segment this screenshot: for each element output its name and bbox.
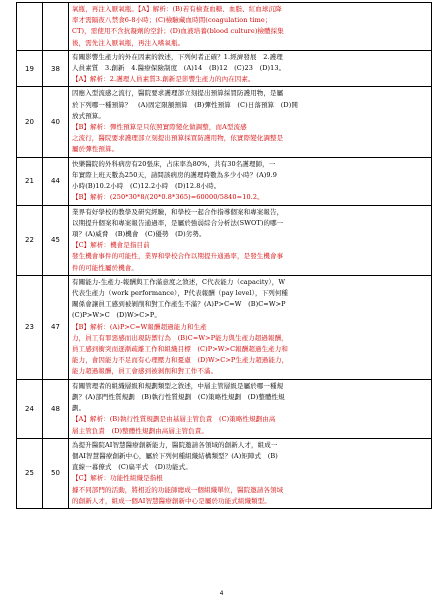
- answer-explanation: CT)，需使用不含抗凝劑的空針；(D)血液培養(blood culture)檢體採集: [72, 27, 284, 36]
- answer-explanation: 之流行，醫院要求護理部立刻提出預算採買防護用物，依實際變化調整是: [72, 134, 284, 143]
- table-row: [17, 157, 432, 205]
- question-text: 有關管理者的組織層級和規劃類型之敘述，中層主管層級是屬於哪一種規: [72, 381, 284, 390]
- row-number: 25: [17, 438, 43, 508]
- question-body: [69, 3, 432, 51]
- row-number: 22: [17, 205, 43, 275]
- answer-explanation: 【A】解析：2.護理人員素質3.創新是影響生產力的內在因素。: [72, 75, 255, 84]
- answer-explanation: 氧瓶，再注入厭氧瓶。【A】解析：(B)若有檢查血糖、血脂、紅血球沉降: [72, 5, 282, 13]
- row-number: 19: [17, 50, 43, 87]
- question-text: 有關影響生產力的外在因素的敘述，下列何者正確？1.經濟發展 2.護理: [72, 52, 283, 61]
- answer-explanation: 【B】解析：(A)P>C=W報酬超過能力和生產: [72, 322, 207, 331]
- question-body: [69, 379, 432, 438]
- question-text: 因應入型流感之流行，醫院要求護理部立刻提出預算採買防護用物，是屬: [72, 89, 284, 98]
- question-body: [69, 87, 432, 157]
- table-row: [17, 205, 432, 275]
- question-text: (C)P>W>C (D)W>C>P。: [72, 311, 161, 320]
- question-id: 40: [43, 87, 69, 157]
- question-text: 關係會讓員工感到被剝削和對工作產生不滿？(A)P>C=W (B)C=W>P: [72, 300, 286, 309]
- answer-explanation: 【C】解析：機會是指目前: [72, 241, 150, 250]
- question-id: 50: [43, 438, 69, 508]
- table-row: [17, 379, 432, 438]
- question-body: [69, 157, 432, 205]
- answer-explanation: 後，需先注入厭氧瓶，再注入嗜氧瓶。: [72, 38, 185, 47]
- question-body: [69, 205, 432, 275]
- question-id: 47: [43, 275, 69, 379]
- question-text: 業界有好學校的教學及研究經驗，和學校一起合作指導個案和專案報告，: [72, 207, 284, 216]
- answer-explanation: 件的可能性屬於機會。: [72, 263, 138, 272]
- table-row: [17, 3, 432, 51]
- answer-explanation: 【B】解析：彈性預算是只依照實際變化做調整，而A型流感: [72, 123, 247, 132]
- page-number: 4: [219, 590, 224, 597]
- question-text: 以期提升個案和專案報告通過率，是屬於強弱綜合分析法(SWOT)的哪一: [72, 218, 284, 227]
- table-body: [17, 3, 432, 509]
- question-id: 48: [43, 379, 69, 438]
- row-number: [17, 3, 43, 51]
- table-row: [17, 87, 432, 157]
- answer-explanation: 【B】解析：(250*30*8/(20*0.8*365)=60000/5840=10.2。: [72, 193, 264, 202]
- table-row: [17, 275, 432, 379]
- answer-explanation: 【A】解析：(B)執行性質規劃是由基層主管負責 (C)策略性規劃由高: [72, 415, 276, 424]
- answer-explanation: 率才需隔夜八禁食6-8小時；(C)檢驗藏血時間(coagulation time；: [72, 16, 272, 25]
- question-text: 快樂醫院的外科病房有20張床，占床率為80%，共有30名護理師，一: [72, 159, 276, 168]
- answer-explanation: 【C】解析：功能性組織是指根: [72, 474, 163, 483]
- question-id: 38: [43, 50, 69, 87]
- question-text: 年實際上班天數為250天，請問該病房的護理時數為多少小時？(A)9.9: [72, 170, 278, 179]
- answer-explanation: 發生機會事件的可能性，業界和學校合作以期提升通過率，是發生機會事: [72, 252, 284, 261]
- question-id: 45: [43, 205, 69, 275]
- question-text: 劃？(A)部門性質規劃 (B)執行性質規劃 (C)策略性規劃 (D)整體性規: [72, 392, 285, 401]
- question-text: 放式預算。: [72, 111, 105, 120]
- question-text: 直線一幕僚式 (C)扁平式 (D)功能式。: [72, 463, 192, 472]
- question-body: [69, 50, 432, 87]
- answer-explanation: 據不同部門的活動，將相近的功能師總成一個組織單位，醫院邀請各領域: [72, 485, 284, 494]
- row-number: 20: [17, 87, 43, 157]
- question-answer-table: [16, 2, 432, 509]
- row-number: 21: [17, 157, 43, 205]
- question-text: 項？(A)威脅 (B)機會 (C)優勢 (D)劣勢。: [72, 230, 206, 239]
- question-text: 有關能力-生產力-報酬與工作滿意度之敘述，C代表能力（capacity），W: [72, 277, 286, 286]
- question-body: [69, 438, 432, 508]
- answer-explanation: 員工感到衝突而逐漸疏離工作和組織目標 (C)P>W>C報酬超過生產力和: [72, 345, 288, 354]
- question-body: [69, 275, 432, 379]
- question-text: 代表生產力（work performance），P代表報酬（pay level），下列何種: [72, 289, 289, 298]
- question-text: 小時(B)10.2小時 (C)12.2小時 (D)12.8小時。: [72, 182, 221, 191]
- row-number: 23: [17, 275, 43, 379]
- question-text: 為提升醫院AI智慧醫療創新能力，醫院邀請各領域的創新人才，組成一: [72, 440, 278, 449]
- row-number: 24: [17, 379, 43, 438]
- answer-explanation: 的創新人才，組成一個AI智慧醫療創新中心是屬於功能式組織類型。: [72, 496, 271, 505]
- question-text: 人員素質 3.創新 4.醫療保險制度 (A)14 (B)12 (C)23 (D)13。: [72, 64, 286, 73]
- answer-explanation: 層主管負責 (D)整體性規劃由高層主管負責。: [72, 426, 208, 435]
- answer-explanation: 能力超過報酬，員工會感到被剝削和對工作不滿。: [72, 367, 218, 376]
- question-text: 個AI智慧醫療創新中心，屬於下列何種組織結構類型？(A)矩陣式 (B): [72, 451, 278, 460]
- question-id: 44: [43, 157, 69, 205]
- answer-explanation: 能力，會因能力不足而有心理壓力和憂慮 (D)W>C>P生產力超過能力，: [72, 356, 289, 365]
- question-text: 劃。: [72, 404, 86, 413]
- question-id: [43, 3, 69, 51]
- answer-explanation: 力，員工有罪惡感而出現防禦行為 (B)C=W>P能力與生產力超過報酬，: [72, 333, 288, 342]
- table-row: [17, 438, 432, 508]
- table-row: [17, 50, 432, 87]
- question-text: 於下列哪一種預算？ (A)固定限額預算 (B)彈性預算 (C)日落預算 (D)開: [72, 100, 298, 109]
- answer-explanation: 屬於彈性預算。: [72, 145, 119, 154]
